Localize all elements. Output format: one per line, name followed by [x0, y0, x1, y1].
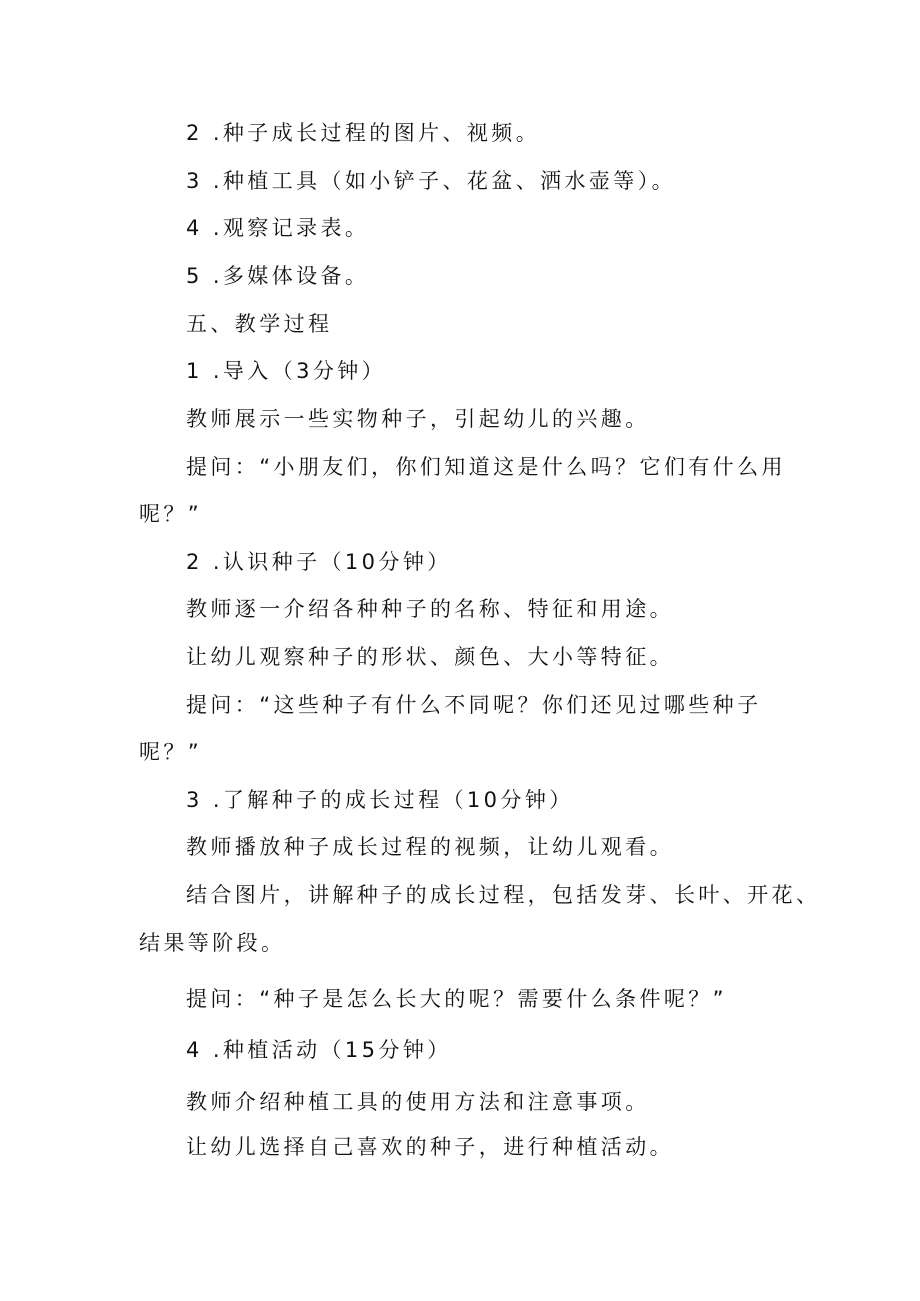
paragraph-line: 教师逐一介绍各种种子的名称、特征和用途。 — [186, 597, 674, 621]
paragraph-line: 教师介绍种植工具的使用方法和注意事项。 — [186, 1090, 650, 1114]
paragraph-line: 结合图片，讲解种子的成长过程，包括发芽、长叶、开花、 — [186, 883, 821, 907]
paragraph-line: 教师播放种子成长过程的视频，让幼儿观看。 — [186, 835, 674, 859]
paragraph-line: 教师展示一些实物种子，引起幼儿的兴趣。 — [186, 407, 650, 431]
material-item-4: 4 .观察记录表。 — [186, 216, 370, 240]
paragraph-line: 提问：“小朋友们，你们知道这是什么吗？它们有什么用 — [186, 455, 786, 479]
material-item-2: 2 .种子成长过程的图片、视频。 — [186, 121, 541, 145]
paragraph-line: 让幼儿选择自己喜欢的种子，进行种植活动。 — [186, 1135, 674, 1159]
section-heading-teaching-process: 五、教学过程 — [186, 312, 333, 336]
material-item-3: 3 .种植工具（如小铲子、花盆、洒水壶等）。 — [186, 169, 677, 193]
paragraph-line-continued: 结果等阶段。 — [139, 931, 286, 955]
material-item-5: 5 .多媒体设备。 — [186, 264, 370, 288]
paragraph-line: 提问：“这些种子有什么不同呢？你们还见过哪些种子 — [186, 693, 762, 717]
paragraph-line-continued: 呢？” — [139, 502, 203, 526]
paragraph-line-continued: 呢？” — [139, 740, 203, 764]
step-heading-4: 4 .种植活动（15分钟） — [186, 1038, 452, 1062]
step-heading-1: 1 .导入（3分钟） — [186, 359, 387, 383]
paragraph-line: 提问：“种子是怎么长大的呢？需要什么条件呢？” — [186, 987, 727, 1011]
step-heading-3: 3 .了解种子的成长过程（10分钟） — [186, 788, 574, 812]
step-heading-2: 2 .认识种子（10分钟） — [186, 550, 452, 574]
paragraph-line: 让幼儿观察种子的形状、颜色、大小等特征。 — [186, 645, 674, 669]
